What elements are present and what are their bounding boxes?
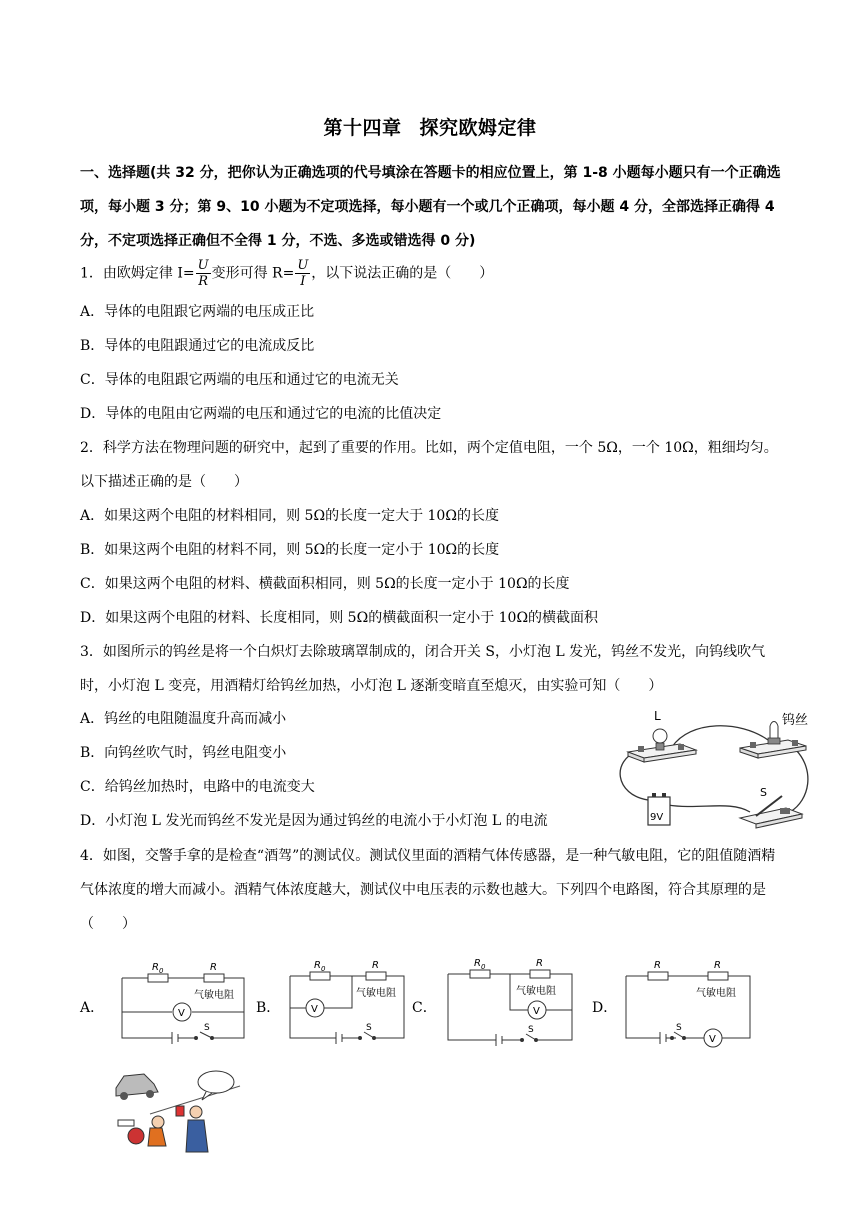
- q4-circuit-b: [282, 954, 412, 1054]
- switch: [740, 786, 802, 828]
- svg-text:气敏电阻: 气敏电阻: [194, 990, 234, 1001]
- police-officer-icon: [176, 1106, 208, 1152]
- q4-option-c-label: C．: [412, 1000, 437, 1016]
- svg-text:V: V: [533, 1006, 540, 1017]
- q4-circuit-d: [618, 954, 758, 1054]
- q2-option-d: D．如果这两个电阻的材料、长度相同，则 5Ω的横截面积一定小于 10Ω的横截面积: [80, 610, 599, 626]
- svg-text:S: S: [366, 1023, 372, 1033]
- chapter-title: [0, 113, 860, 140]
- car-icon: [116, 1074, 158, 1100]
- q4-option-a-label: A．: [80, 1000, 105, 1016]
- svg-text:R: R: [536, 958, 543, 969]
- q4-option-d-label: D．: [592, 1000, 618, 1016]
- svg-text:气敏电阻: 气敏电阻: [696, 988, 736, 999]
- q1-stem: 1．由欧姆定律 I= $\frac{U}{R}$ 变形可得 R= $\frac{U}{I}$ ，以下说法正确的是（ ）: [80, 258, 494, 289]
- q1-option-d: D．导体的电阻由它两端的电压和通过它的电流的比值决定: [80, 406, 442, 422]
- svg-text:气敏电阻: 气敏电阻: [516, 986, 556, 997]
- q3-option-b: B．向钨丝吹气时，钨丝电阻变小: [80, 745, 287, 761]
- lamp-board: [628, 709, 696, 762]
- battery: [648, 793, 670, 825]
- q3-option-c: C．给钨丝加热时，电路中的电流变大: [80, 779, 315, 795]
- svg-text:S: S: [676, 1023, 682, 1033]
- svg-text:V: V: [709, 1034, 716, 1045]
- svg-text:R0: $R_0$: [314, 960, 326, 973]
- battery-label: 9V: [650, 812, 664, 823]
- speech-bubble-icon: [198, 1071, 234, 1100]
- tungsten-board: [740, 713, 808, 758]
- fraction-u-over-r: $\frac{U}{R}$: [197, 258, 209, 289]
- q3-option-d: D．小灯泡 L 发光而钨丝不发光是因为通过钨丝的电流小于小灯泡 L 的电流: [80, 813, 548, 829]
- q4-stem: 4．如图，交警手拿的是检查“酒驾”的测试仪。测试仪里面的酒精气体传感器，是一种气敏电阻，它的阻值随酒精气体浓度的增大而减小。酒精气体浓度越大，测试仪中电压表的示数也越大。下列四个电路图，符合其原理的是（ ）: [80, 848, 776, 932]
- svg-text:R: R: [210, 962, 217, 973]
- section-instructions: 一、选择题(共 32 分，把你认为正确选项的代号填涂在答题卡的相应位置上，第 1-8 小题每小题只有一个正确选项，每小题 3 分；第 9、10 小题为不定项选择，每小题有一个或几个正确项，每小题 4 分，全部选择正确得 4 分，不定项选择正确但不全得 1 分，不选、多选或错选得 0 分): [80, 165, 781, 249]
- chapter-name: 探究欧姆定律: [419, 117, 537, 139]
- chapter-number: 第十四章: [323, 117, 402, 139]
- q2-option-a: A．如果这两个电阻的材料相同，则 5Ω的长度一定大于 10Ω的长度: [80, 508, 499, 524]
- q1-option-a: A．导体的电阻跟它两端的电压成正比: [80, 304, 315, 320]
- svg-text:R: R: [654, 960, 661, 971]
- q1-option-c: C．导体的电阻跟它两端的电压和通过它的电流无关: [80, 372, 399, 388]
- q3-option-a: A．钨丝的电阻随温度升高而减小: [80, 711, 287, 727]
- q2-option-c: C．如果这两个电阻的材料、横截面积相同，则 5Ω的长度一定小于 10Ω的长度: [80, 576, 570, 592]
- switch-label: S: [760, 786, 767, 799]
- svg-text:R0: $R_0$: [152, 962, 164, 975]
- q3-stem: 3．如图所示的钨丝是将一个白炽灯去除玻璃罩制成的，闭合开关 S，小灯泡 L 发光，钨丝不发光，向钨线吹气时，小灯泡 L 变亮，用酒精灯给钨丝加热，小灯泡 L 逐渐变暗直至熄灭，由实验可知（ ）: [80, 644, 766, 694]
- q2-option-b: B．如果这两个电阻的材料不同，则 5Ω的长度一定小于 10Ω的长度: [80, 542, 500, 558]
- q2-stem: 2．科学方法在物理问题的研究中，起到了重要的作用。比如，两个定值电阻，一个 5Ω，一个 10Ω，粗细均匀。以下描述正确的是（ ）: [80, 440, 778, 490]
- svg-text:R0: $R_0$: [474, 958, 486, 971]
- traffic-police-illustration: [110, 1066, 250, 1156]
- svg-text:S: S: [204, 1023, 210, 1033]
- svg-text:S: S: [528, 1025, 534, 1035]
- tungsten-circuit-figure: [610, 700, 820, 836]
- svg-text:气敏电阻: 气敏电阻: [356, 988, 396, 999]
- svg-text:R: R: [714, 960, 721, 971]
- q4-circuit-c: [440, 952, 580, 1056]
- q4-circuit-a: [112, 956, 252, 1056]
- svg-text:V: V: [311, 1004, 318, 1015]
- svg-text:R: R: [372, 960, 379, 971]
- tungsten-label: 钨丝: [782, 713, 809, 728]
- scooter-rider-icon: [118, 1116, 166, 1146]
- q4-option-b-label: B．: [256, 1000, 281, 1016]
- q1-option-b: B．导体的电阻跟通过它的电流成反比: [80, 338, 315, 354]
- fraction-u-over-i: $\frac{U}{I}$: [297, 258, 309, 289]
- lamp-label: L: [654, 709, 661, 723]
- svg-text:V: V: [178, 1008, 185, 1019]
